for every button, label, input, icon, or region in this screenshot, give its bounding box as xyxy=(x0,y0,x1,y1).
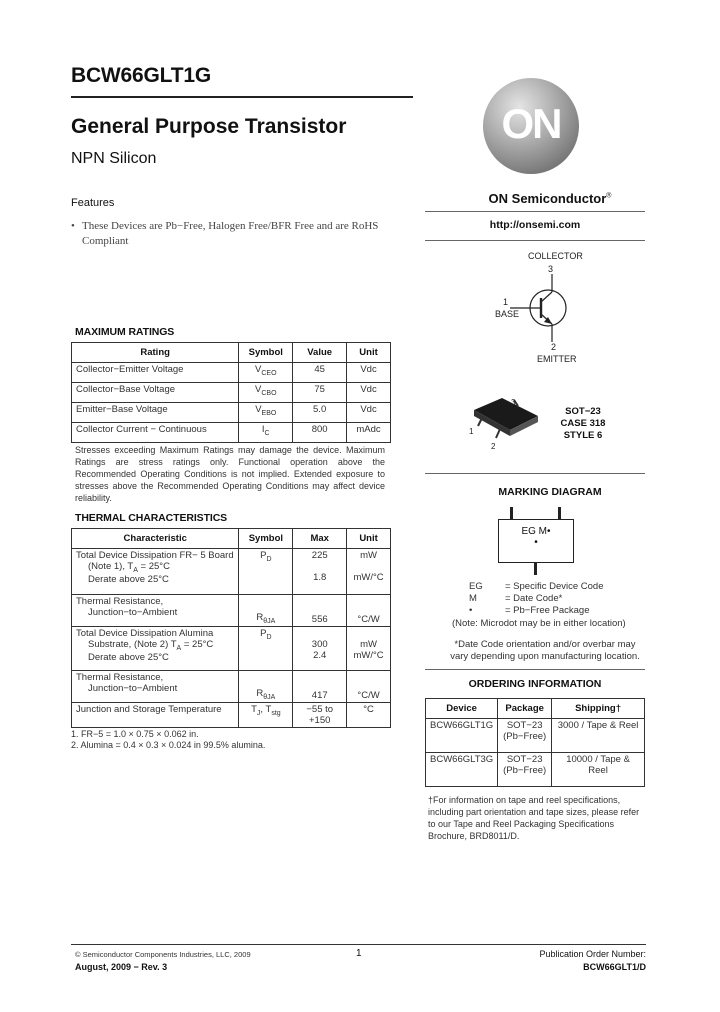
unit-cell: Vdc xyxy=(347,403,391,423)
characteristic-cell: Total Device Dissipation Alumina Substrate, (Note 2) $T_A = 25^\circ C$ Derate above 25°C xyxy=(72,627,239,671)
value-cell: 45 xyxy=(293,363,347,383)
rating-cell: Collector−Base Voltage xyxy=(72,383,239,403)
sot23-package-icon xyxy=(466,396,542,446)
legend-key: EG xyxy=(469,581,483,592)
table-row xyxy=(72,627,391,671)
bullet-icon: • xyxy=(71,220,75,232)
pin-2-label: 2 xyxy=(551,342,557,352)
brand-name: ON Semiconductor® xyxy=(488,191,612,206)
symbol-cell: $P_D$ xyxy=(239,627,293,671)
page-title: General Purpose Transistor xyxy=(71,115,347,138)
legend-value: = Pb−Free Package xyxy=(505,605,590,616)
divider xyxy=(425,211,645,212)
col-header: Symbol xyxy=(239,529,293,549)
symbol-cell: $V_{EBO}$ xyxy=(239,403,293,423)
legend-value: = Date Code* xyxy=(505,593,563,604)
table-row xyxy=(72,423,391,443)
marking-body xyxy=(498,519,574,563)
divider xyxy=(425,473,645,474)
col-header: Unit xyxy=(347,529,391,549)
thermal-note-1: 1. FR−5 = 1.0 × 0.75 × 0.062 in. xyxy=(71,729,199,739)
legend-value: = Specific Device Code xyxy=(505,581,604,592)
characteristic-cell: Total Device Dissipation FR− 5 Board (Note 1), $T_A = 25^\circ C$ Derate above 25°C xyxy=(72,549,239,595)
shipping-note: †For information on tape and reel specifications, including part orientation and tape sizes, please refer to our Tape and Reel Packaging Specifications Brochure, BRD8011/D. xyxy=(428,795,640,841)
table-row xyxy=(72,671,391,703)
characteristic-cell: Junction and Storage Temperature xyxy=(72,703,239,728)
symbol-cell: $V_{CBO}$ xyxy=(239,383,293,403)
pin-1-label: 1 xyxy=(503,297,509,307)
legend-key: M xyxy=(469,593,477,604)
value-cell: 75 xyxy=(293,383,347,403)
symbol-cell: $P_D$ xyxy=(239,549,293,595)
thermal-table xyxy=(71,528,391,728)
unit-cell: Vdc xyxy=(347,363,391,383)
col-header: Package xyxy=(498,699,552,719)
pkg-pin-2: 2 xyxy=(491,442,496,451)
table-row xyxy=(72,549,391,595)
symbol-cell: $V_{CEO}$ xyxy=(239,363,293,383)
table-row xyxy=(72,595,391,627)
rating-cell: Collector Current − Continuous xyxy=(72,423,239,443)
date-revision: August, 2009 − Rev. 3 xyxy=(75,962,168,972)
table-row xyxy=(72,703,391,728)
max-cell: 300 2.4 xyxy=(293,627,347,671)
table-row xyxy=(72,403,391,423)
device-cell: BCW66GLT3G xyxy=(426,753,498,787)
symbol-cell: $T_J$, $T_{stg}$ xyxy=(239,703,293,728)
table-header-row xyxy=(72,529,391,549)
shipping-cell: 3000 / Tape & Reel xyxy=(552,719,645,753)
footer-divider xyxy=(71,944,646,945)
microdot: • xyxy=(534,537,538,548)
date-code-note: *Date Code orientation and/or overbar may vary depending upon manufacturing location. xyxy=(450,639,640,662)
col-header: Characteristic xyxy=(72,529,239,549)
unit-cell: mW mW/°C xyxy=(347,627,391,671)
max-ratings-heading: MAXIMUM RATINGS xyxy=(75,326,175,338)
page-number: 1 xyxy=(356,948,362,959)
symbol-cell: $R_{\theta JA}$ xyxy=(239,595,293,627)
col-header: Rating xyxy=(72,343,239,363)
unit-cell: °C/W xyxy=(347,595,391,627)
divider xyxy=(425,669,645,670)
marking-lead xyxy=(510,507,513,519)
marking-lead xyxy=(558,507,561,519)
table-row xyxy=(426,753,645,787)
package-cell: SOT−23 (Pb−Free) xyxy=(498,753,552,787)
max-ratings-table xyxy=(71,342,391,443)
unit-cell: Vdc xyxy=(347,383,391,403)
package-label: SOT−23 CASE 318 STYLE 6 xyxy=(560,406,606,441)
thermal-heading: THERMAL CHARACTERISTICS xyxy=(75,512,228,524)
publication-number: BCW66GLT1/D xyxy=(583,962,646,972)
col-header: Symbol xyxy=(239,343,293,363)
shipping-cell: 10000 / Tape & Reel xyxy=(552,753,645,787)
title-divider xyxy=(71,96,413,98)
pkg-pin-3: 3 xyxy=(511,398,516,407)
max-cell: 417 xyxy=(293,671,347,703)
table-row xyxy=(72,363,391,383)
divider xyxy=(425,240,645,241)
feature-text: These Devices are Pb−Free, Halogen Free/BFR Free and are RoHS Compliant xyxy=(82,220,379,247)
max-ratings-note: Stresses exceeding Maximum Ratings may damage the device. Maximum Ratings are stress ratings only. Functional operation above the Recommended Operating Conditions is not implied. Extended exposure to stresses above the Recommended Operating Conditions may affect device reliability. xyxy=(75,445,385,503)
unit-cell: °C xyxy=(347,703,391,728)
unit-cell: mW mW/°C xyxy=(347,549,391,595)
npn-transistor-icon xyxy=(510,274,580,344)
table-header-row xyxy=(72,343,391,363)
symbol-cell: $R_{\theta JA}$ xyxy=(239,671,293,703)
value-cell: 5.0 xyxy=(293,403,347,423)
table-row xyxy=(426,719,645,753)
copyright: © Semiconductor Components Industries, LLC, 2009 xyxy=(75,950,251,959)
package-cell: SOT−23 (Pb−Free) xyxy=(498,719,552,753)
microdot-note: (Note: Microdot may be in either location) xyxy=(452,618,626,629)
logo-text: ON xyxy=(501,100,561,147)
table-row xyxy=(72,383,391,403)
max-cell: 225 1.8 xyxy=(293,549,347,595)
max-cell: −55 to +150 xyxy=(293,703,347,728)
col-header: Device xyxy=(426,699,498,719)
pin-3-label: 3 xyxy=(548,264,554,274)
pkg-pin-1: 1 xyxy=(469,427,474,436)
marking-heading: MARKING DIAGRAM xyxy=(498,486,602,498)
rating-cell: Collector−Emitter Voltage xyxy=(72,363,239,383)
unit-cell: mAdc xyxy=(347,423,391,443)
symbol-cell: $I_C$ xyxy=(239,423,293,443)
base-label: BASE xyxy=(495,309,520,319)
col-header: Unit xyxy=(347,343,391,363)
col-header: Max xyxy=(293,529,347,549)
characteristic-cell: Thermal Resistance, Junction−to−Ambient xyxy=(72,595,239,627)
publication-label: Publication Order Number: xyxy=(539,949,646,959)
legend-key: • xyxy=(469,605,473,616)
emitter-label: EMITTER xyxy=(537,354,577,364)
collector-label: COLLECTOR xyxy=(528,251,583,261)
page-subtitle: NPN Silicon xyxy=(71,150,157,167)
features-heading: Features xyxy=(71,197,115,209)
website-link[interactable]: http://onsemi.com xyxy=(489,219,581,231)
marking-code: EG M• xyxy=(521,526,551,537)
marking-lead xyxy=(534,563,537,575)
part-number: BCW66GLT1G xyxy=(71,64,211,87)
rating-cell: Emitter−Base Voltage xyxy=(72,403,239,423)
table-header-row xyxy=(426,699,645,719)
device-cell: BCW66GLT1G xyxy=(426,719,498,753)
max-cell: 556 xyxy=(293,595,347,627)
thermal-note-2: 2. Alumina = 0.4 × 0.3 × 0.024 in 99.5% alumina. xyxy=(71,740,266,750)
col-header: Shipping† xyxy=(552,699,645,719)
unit-cell: °C/W xyxy=(347,671,391,703)
ordering-heading: ORDERING INFORMATION xyxy=(468,678,602,690)
ordering-table xyxy=(425,698,645,787)
col-header: Value xyxy=(293,343,347,363)
value-cell: 800 xyxy=(293,423,347,443)
characteristic-cell: Thermal Resistance, Junction−to−Ambient xyxy=(72,671,239,703)
